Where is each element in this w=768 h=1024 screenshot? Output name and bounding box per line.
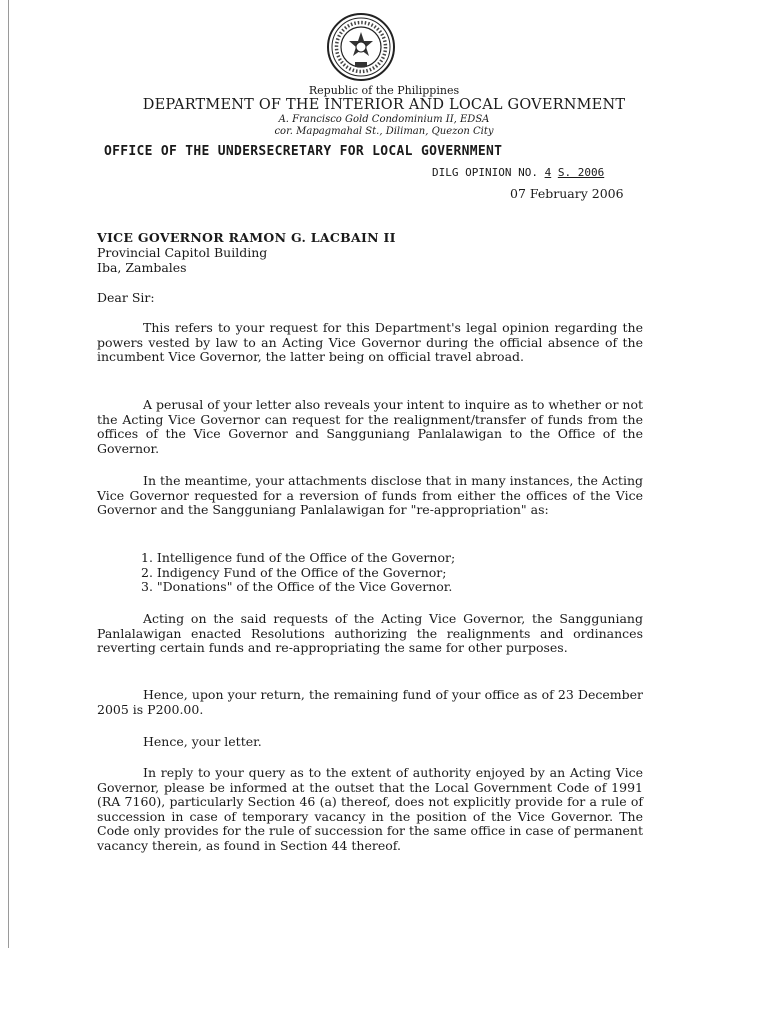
paragraph-3: In the meantime, your attachments disclose that in many instances, the Acting Vice Governor requested for a reversion of funds from either the offices of the Vice Governor and the Sangguniang Panlalawigan for "re-appropriation" as: [97, 473, 643, 518]
paragraph-7: In reply to your query as to the extent of authority enjoyed by an Acting Vice Governor, please be informed at the outset that the Local Government Code of 1991 (RA 7160), particularly Section 46 (a) thereof, does not explicitly provide for a rule of succession in case of temporary vacancy in the position of the Vice Governor. The Code only provides for the rule of succession for the same office in case of permanent vacancy therein, as found in Section 44 thereof. [97, 765, 643, 853]
paragraph-2: A perusal of your letter also reveals your intent to inquire as to whether or not the Acting Vice Governor can request for the realignment/transfer of funds from the offices of the Vice Governor and Sangguniang Panlalawigan to the Office of the Governor. [97, 397, 643, 456]
list-item: 2. Indigency Fund of the Office of the Governor; [141, 564, 447, 580]
opinion-prefix: DILG OPINION NO. [432, 166, 538, 179]
opinion-reference [432, 166, 604, 179]
fund-list [141, 551, 621, 595]
paragraph-1: This refers to your request for this Department's legal opinion regarding the powers vested by law to an Acting Vice Governor during the official absence of the incumbent Vice Governor, the latter being on official travel abroad. [97, 320, 643, 365]
salutation: Dear Sir: [97, 290, 155, 305]
address-line-2: cor. Mapagmahal St., Diliman, Quezon City [274, 126, 494, 137]
opinion-series: S. 2006 [557, 166, 605, 179]
dilg-seal-icon [326, 12, 396, 82]
opinion-number: 4 [544, 166, 552, 179]
paragraph-5: Hence, upon your return, the remaining fund of your office as of 23 December 2005 is P200.00. [97, 687, 643, 717]
paragraph-6: Hence, your letter. [143, 734, 262, 749]
republic-line: Republic of the Philippines [308, 84, 460, 97]
paragraph-4: Acting on the said requests of the Acting Vice Governor, the Sangguniang Panlalawigan enacted Resolutions authorizing the realignments and ordinances reverting certain funds and re-appropriating the same for other purposes. [97, 611, 643, 656]
list-item: 3. "Donations" of the Office of the Vice Governor. [141, 579, 453, 595]
addressee-name: VICE GOVERNOR RAMON G. LACBAIN II [97, 230, 396, 245]
department-name: DEPARTMENT OF THE INTERIOR AND LOCAL GOVERNMENT [142, 97, 626, 113]
addressee-location: Iba, Zambales [97, 260, 187, 275]
list-item: 1. Intelligence fund of the Office of the Governor; [141, 550, 456, 565]
page-edge-line [8, 0, 9, 948]
address-line-1: A. Francisco Gold Condominium II, EDSA [278, 114, 490, 125]
addressee-building: Provincial Capitol Building [97, 245, 268, 260]
letter-date: 07 February 2006 [510, 186, 624, 201]
office-title: OFFICE OF THE UNDERSECRETARY FOR LOCAL GOVERNMENT [104, 144, 503, 159]
